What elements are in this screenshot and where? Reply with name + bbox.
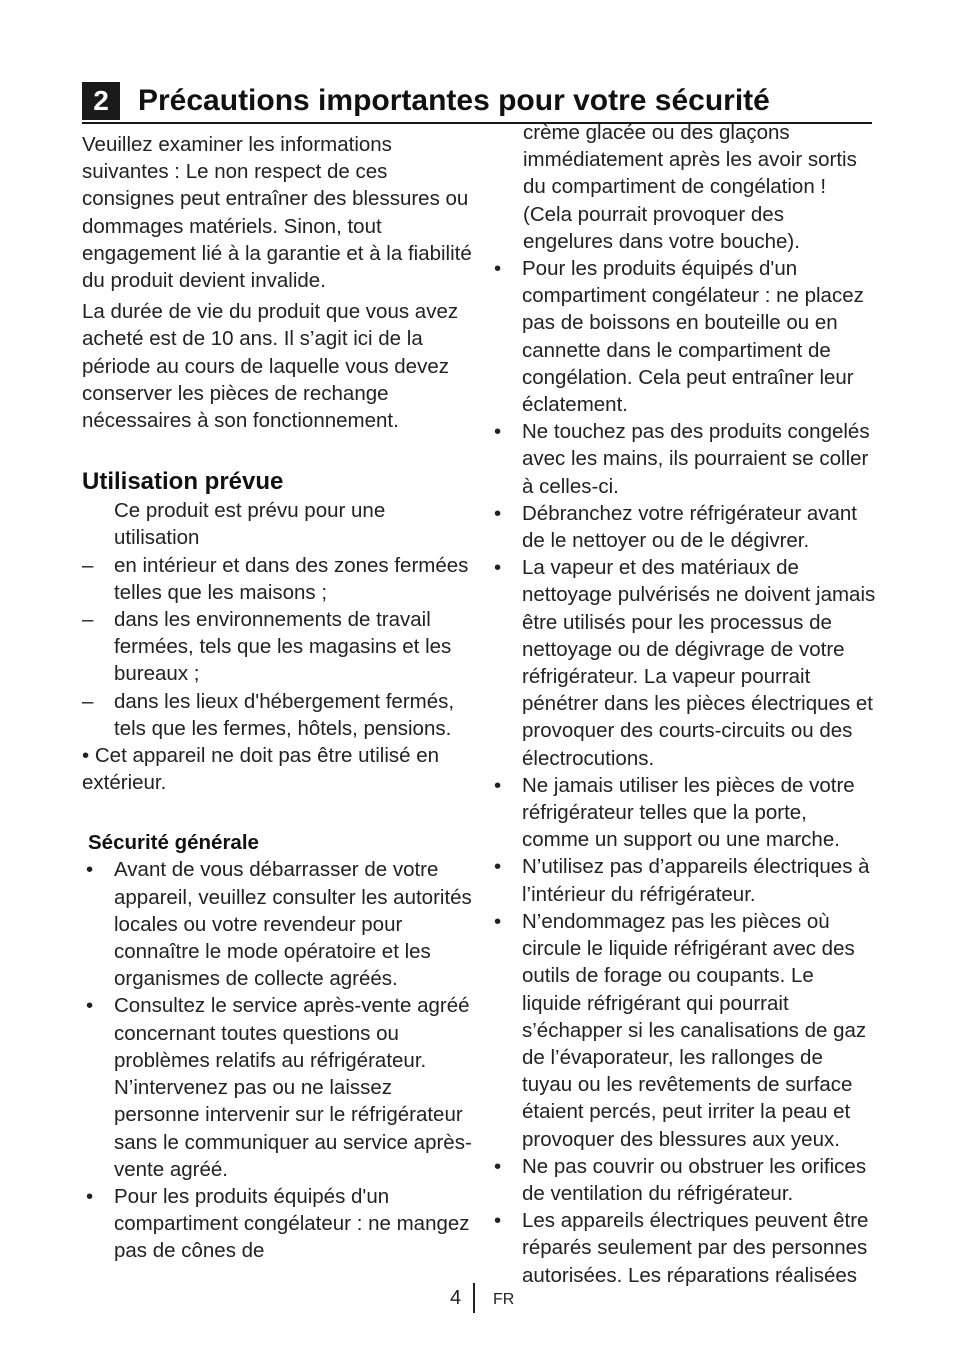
bullet-marker: • [494, 501, 502, 525]
list-item-text: Débranchez votre réfrigérateur avant de le nettoyer ou de le dégivrer. [522, 501, 858, 553]
list-item-text: Avant de vous débarrasser de votre appareil, veuillez consulter les autorités locales ou votre revendeur pour connaître le mode opératoire et les organismes de collecte agréés. [114, 858, 472, 991]
list-item [490, 500, 876, 554]
bullet-marker: • [494, 909, 502, 933]
chapter-number-badge: 2 [82, 82, 120, 120]
bullet-marker: • [494, 1209, 502, 1233]
continued-text: crème glacée ou des glaçons immédiatement après les avoir sortis du compartiment de congélation ! (Cela pourrait provoquer des engelures dans votre bouche). [523, 121, 857, 253]
list-item-text: Les appareils électriques peuvent être réparés seulement par des personnes autorisées. Les réparations réalisées [522, 1209, 869, 1287]
list-item-text: Consultez le service après-vente agréé concernant toutes questions ou problèmes relatifs au réfrigérateur. N’intervenez pas ou ne laissez personne intervenir sur le réfrigérateur sans le communiquer au service après-vente agréé. [114, 994, 472, 1181]
language-code: FR [493, 1291, 515, 1308]
list-item-text: N’utilisez pas d’appareils électriques à l’intérieur du réfrigérateur. [522, 855, 870, 906]
right-column [490, 119, 876, 1289]
list-item [490, 853, 876, 907]
bullet-marker: • [494, 556, 502, 580]
list-item-text: dans les environnements de travail fermées, tels que les magasins et les bureaux ; [114, 608, 452, 686]
list-item [490, 908, 876, 1153]
list-item [490, 772, 876, 854]
bullet-marker: • [86, 994, 94, 1018]
list-item-text: Ne pas couvrir ou obstruer les orifices de ventilation du réfrigérateur. [522, 1154, 867, 1205]
dash-marker: – [82, 689, 94, 713]
bullet-marker: • [494, 773, 502, 797]
list-item [82, 856, 474, 992]
bullet-marker: • [86, 858, 94, 882]
lifetime-paragraph: La durée de vie du produit que vous avez acheté est de 10 ans. Il s’agit ici de la période au cours de laquelle vous devez conserver les pièces de rechange nécessaires à son fonctionnement. [82, 300, 459, 433]
general-safety-heading: Sécurité générale [88, 831, 259, 855]
list-item [490, 1153, 876, 1207]
page-number: 4 [450, 1287, 462, 1309]
list-item-text: en intérieur et dans des zones fermées telles que les maisons ; [114, 553, 469, 604]
bullet-marker: • [86, 1184, 94, 1208]
outdoor-note: • Cet appareil ne doit pas être utilisé en extérieur. [82, 744, 440, 795]
dash-marker: – [82, 608, 94, 632]
list-item-text: Ne jamais utiliser les pièces de votre réfrigérateur telles que la porte, comme un support ou une marche. [522, 773, 855, 852]
dash-marker: – [82, 553, 94, 577]
list-item [82, 1183, 474, 1265]
list-item-text: Pour les produits équipés d'un compartiment congélateur : ne mangez pas de cônes de [114, 1184, 470, 1263]
page-footer [0, 1283, 954, 1313]
list-item [490, 255, 876, 418]
bullet-marker: • [494, 420, 502, 444]
page-title: Précautions importantes pour votre sécurité [138, 84, 770, 117]
left-column [82, 131, 474, 1265]
list-item [490, 418, 876, 500]
page-header [82, 82, 872, 124]
list-item-text: dans les lieux d'hébergement fermés, tels que les fermes, hôtels, pensions. [114, 689, 455, 740]
bullet-marker: • [494, 257, 502, 281]
list-item [490, 1207, 876, 1289]
intended-use-heading: Utilisation prévue [82, 468, 284, 496]
list-item [82, 606, 474, 688]
footer-divider [473, 1283, 475, 1313]
list-item [82, 688, 474, 742]
list-item-text: Ne touchez pas des produits congelés avec les mains, ils pourraient se coller à celles-ci. [522, 420, 870, 498]
list-item [82, 992, 474, 1182]
bullet-marker: • [494, 855, 502, 879]
list-item-text: N’endommagez pas les pièces où circule le liquide réfrigérant avec des outils de forage ou coupants. Le liquide réfrigérant qui pourrait s’échapper si les canalisations de gaz de l’évaporateur, les rallonges de tuyau ou les revêtements de surface étaient percés, peut irriter la peau et provoquer des blessures aux yeux. [522, 909, 867, 1151]
intro-paragraph: Veuillez examiner les informations suivantes : Le non respect de ces consignes peut entraîner des blessures ou dommages matériels. Sinon, tout engagement lié à la garantie et à la fiabilité du produit devient invalide. [82, 133, 472, 293]
list-item-text: La vapeur et des matériaux de nettoyage pulvérisés ne doivent jamais être utilisés pour les processus de nettoyage ou de dégivrage de votre réfrigérateur. La vapeur pourrait pénétrer dans les pièces électriques et provoquer des courts-circuits ou des électrocutions. [522, 556, 876, 770]
bullet-marker: • [494, 1154, 502, 1178]
list-item-text: Pour les produits équipés d'un compartiment congélateur : ne placez pas de boissons en bouteille ou en cannette dans le compartiment de congélation. Cela peut entraîner leur éclatement. [522, 257, 864, 417]
intended-use-intro: Ce produit est prévu pour une utilisation [114, 499, 386, 550]
list-item [490, 554, 876, 772]
list-item [82, 552, 474, 606]
